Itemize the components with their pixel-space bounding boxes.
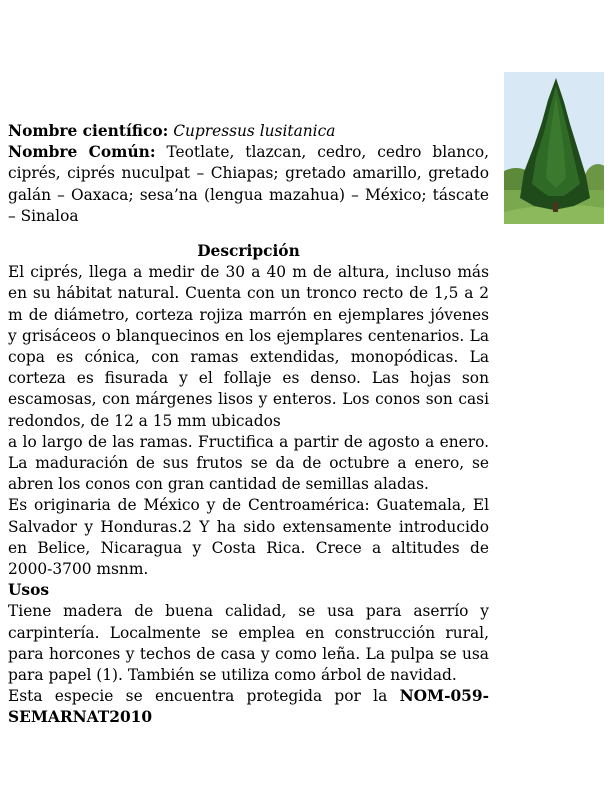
protection-text: Esta especie se encuentra protegida por la: [8, 687, 388, 706]
norm-reference: NOM-059-SEMARNAT2010: [8, 687, 489, 727]
description-heading-text: Descripción: [197, 242, 300, 261]
uses-heading: [8, 580, 489, 601]
common-names: Teotlate, tlazcan, cedro, cedro blanco, ciprés, ciprés nuculpat – Chiapas; gretado amarillo, gretado galán – Oaxaca; sesa’na (lengua mazahua) – México; táscate – Sinaloa: [8, 143, 489, 225]
common-name-label: Nombre Común:: [8, 143, 156, 162]
description-heading: [8, 241, 489, 262]
uses-heading-text: Usos: [8, 581, 50, 600]
common-name-line: [8, 142, 489, 227]
species-sheet: [8, 121, 489, 729]
scientific-name-line: [8, 121, 489, 142]
cypress-tree-photo: [504, 72, 604, 224]
cypress-tree-illustration: [504, 72, 604, 224]
description-paragraph-1: El ciprés, llega a medir de 30 a 40 m de altura, incluso más en su hábitat natural. Cuenta con un tronco recto de 1,5 a 2 m de diámetro, corteza rojiza marrón en ejemplares jóvenes y grisáceos o blanquecinos en los ejemplares centenarios. La copa es cónica, con ramas extendidas, monopódicas. La corteza es fisurada y el follaje es denso. Las hojas son escamosas, con márgenes lisos y enteros. Los conos son casi redondos, de 12 a 15 mm ubicados: [8, 263, 489, 430]
description-paragraph-3: Es originaria de México y de Centroamérica: Guatemala, El Salvador y Honduras.2 Y ha sido extensamente introducido en Belice, Nicaragua y Costa Rica. Crece a altitudes de 2000-3700 msnm.: [8, 496, 489, 579]
scientific-name: Cupressus lusitanica: [173, 122, 336, 140]
protection-paragraph: [8, 686, 489, 728]
uses-paragraph: Tiene madera de buena calidad, se usa para aserrío y carpintería. Localmente se emplea en construcción rural, para horcones y techos de casa y como leña. La pulpa se usa para papel (1). También se utiliza como árbol de navidad.: [8, 602, 489, 685]
scientific-name-label: Nombre científico:: [8, 122, 169, 140]
description-paragraph-2: a lo largo de las ramas. Fructifica a partir de agosto a enero. La maduración de sus frutos se da de octubre a enero, se abren los conos con gran cantidad de semillas aladas.: [8, 432, 489, 494]
